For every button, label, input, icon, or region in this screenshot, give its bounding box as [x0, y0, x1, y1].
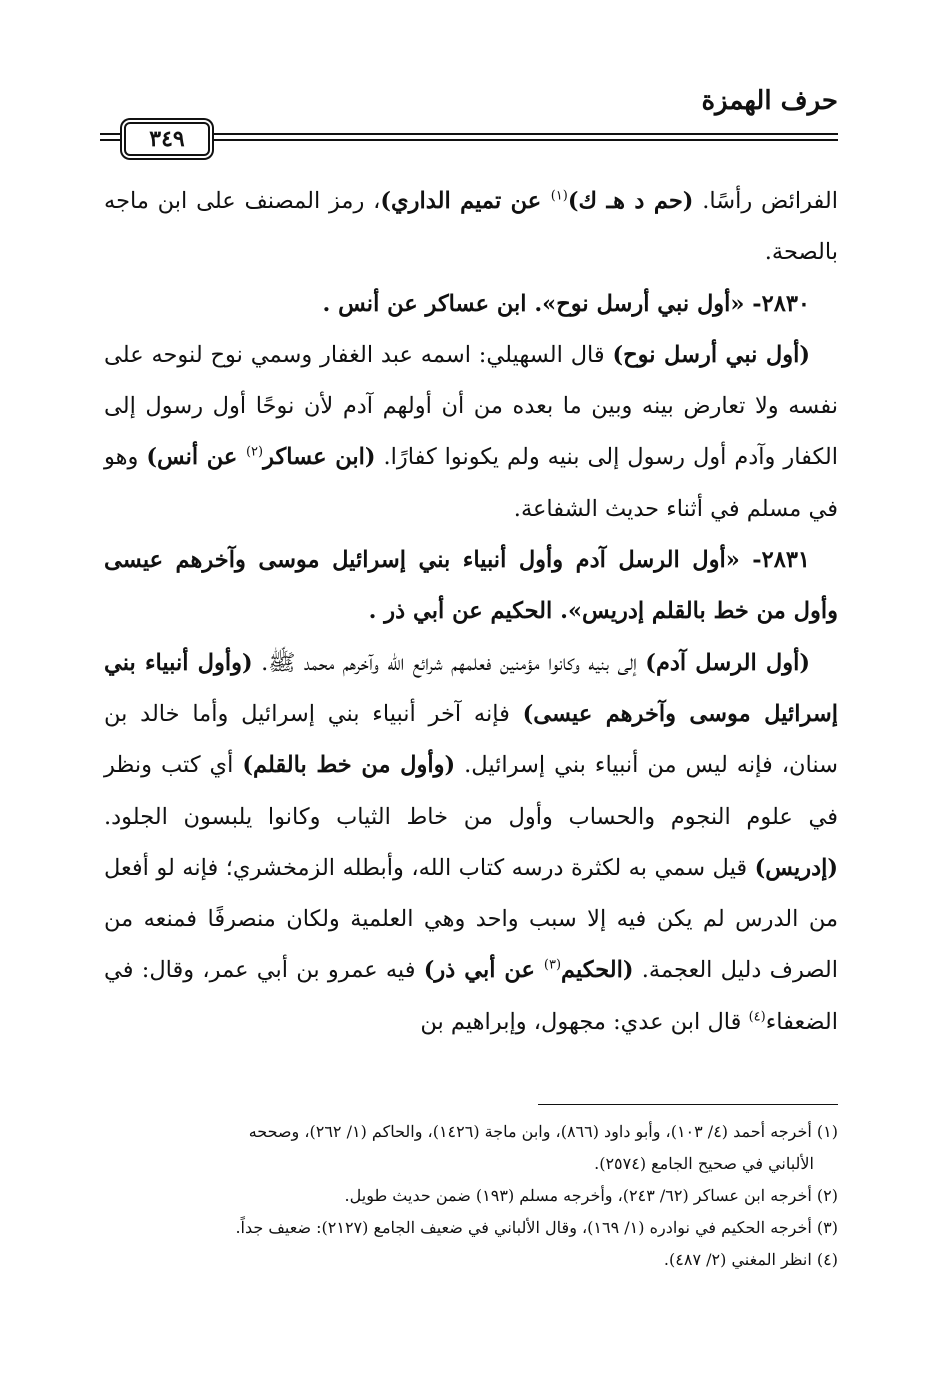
hadith-2831: ٢٨٣١- «أول الرسل آدم وأول أنبياء بني إسرائيل موسى وآخرهم عيسى وأول من خط بالقلم إدريس». الحكيم عن أبي ذر .: [104, 547, 838, 625]
text-run: وهو في مسلم في أثناء حديث الشفاعة.: [104, 444, 838, 522]
footnote-2: (٢) أخرجه ابن عساكر (٦٢/ ٢٤٣)، وأخرجه مسلم (١٩٣) ضمن حديث طويل.: [344, 1186, 838, 1205]
source-codes: (حم د هـ ك): [567, 188, 694, 214]
footnote-1: (١) أخرجه أحمد (٤/ ١٠٣)، وأبو داود (٨٦٦)، وابن ماجة (١٤٢٦)، والحاكم (١/ ٢٦٢)، وصححه: [248, 1122, 838, 1141]
footnote-ref-1: (١): [550, 188, 568, 204]
narrator-name: عن أبي ذر): [423, 957, 544, 984]
text-run: ، رمز المصنف على ابن ماجه بالصحة.: [104, 188, 838, 266]
footnote-1-continued: الألباني في صحيح الجامع (٢٥٧٤).: [594, 1154, 814, 1173]
source-name: (ابن عساكر: [263, 444, 376, 471]
quoted-phrase: (وأول أنبياء بني إسرائيل موسى وآخرهم عيسى): [104, 649, 838, 727]
narrator-name: عن تميم الداري): [380, 188, 551, 214]
footnote-ref-4: (٤): [748, 1009, 766, 1025]
header-rule: [108, 122, 838, 156]
text-run: قال ابن عدي: مجهول، وإبراهيم بن: [420, 1008, 749, 1035]
footnote-3: (٣) أخرجه الحكيم في نوادره (١/ ١٦٩)، وقال الألباني في ضعيف الجامع (٢١٢٧): ضعيف جداً.: [235, 1218, 838, 1237]
text-run: فيه عمرو بن أبي عمر، وقال: في الضعفاء: [104, 957, 838, 1035]
text-run: قال السهيلي: اسمه عبد الغفار وسمي نوح لنوحه على نفسه ولا تعارض بينه وبين ما بعده من أن أولهم آدم لأن نوحًا أول رسول إلى الكفار وآدم أول رسول إلى بنيه ولم يكونوا كفارًا.: [104, 341, 838, 471]
hadith-2830: ٢٨٣٠- «أول نبي أرسل نوح». ابن عساكر عن أنس .: [322, 290, 810, 317]
footnotes: [104, 1116, 838, 1276]
quoted-phrase: (إدريس): [754, 854, 838, 881]
running-header-title: حرف الهمزة: [701, 86, 838, 116]
main-text: [104, 176, 838, 1048]
text-run: الفرائض رأسًا.: [693, 188, 838, 214]
footnote-separator: [538, 1104, 838, 1105]
quoted-phrase: (وأول من خط بالقلم): [242, 752, 456, 779]
quoted-phrase: (أول الرسل آدم): [645, 649, 810, 676]
commentary-2830: [104, 330, 838, 535]
source-name: (الحكيم: [561, 957, 634, 984]
header-double-rule: [108, 133, 838, 141]
paragraph-continuation: [104, 176, 838, 279]
footnote-ref-2: (٢): [245, 444, 264, 460]
commentary-2831: [104, 638, 838, 1048]
page-number: ٣٤٩: [124, 122, 210, 156]
footnote-4: (٤) انظر المغني (٢/ ٤٨٧).: [663, 1250, 838, 1269]
text-run: فإنه آخر أنبياء بني إسرائيل وأما خالد بن سنان، فإنه ليس من أنبياء بني إسرائيل.: [104, 700, 838, 779]
text-run: قيل سمي به لكثرة درسه كتاب الله، وأبطله الزمخشري؛ فإنه لو أفعل من الدرس لم يكن فيه إلا سبب واحد وهي العلمية ولكان منصرفًا فمنعه من الصرف دليل العجمة.: [104, 854, 838, 984]
quoted-phrase: (أول نبي أرسل نوح): [612, 341, 810, 368]
text-run: أي كتب ونظر في علوم النجوم والحساب وأول من خاط الثياب وكانوا يلبسون الجلود.: [104, 752, 838, 830]
narrator-name: عن أنس): [146, 444, 246, 471]
footnote-ref-3: (٣): [543, 957, 562, 973]
header-rule-tail: [100, 133, 112, 141]
text-run: إلى بنيه وكانوا مؤمنين فعلمهم شرائع الله وآخرهم محمد ﷺ.: [252, 649, 646, 676]
